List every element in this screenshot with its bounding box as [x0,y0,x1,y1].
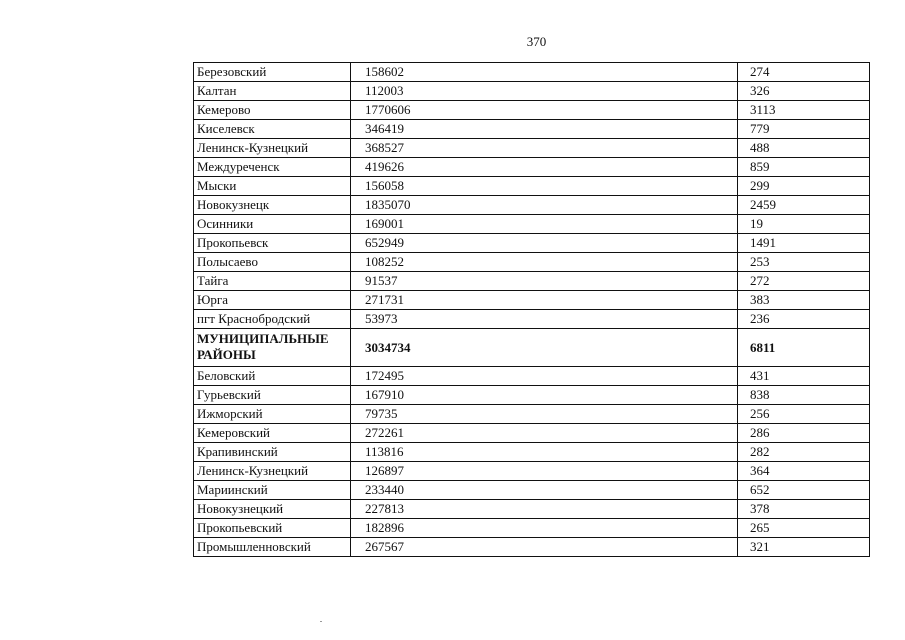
cell-value-1: 272261 [351,424,738,443]
table-row-section-header [194,329,870,367]
cell-name: Осинники [194,215,351,234]
table-row [194,120,870,139]
cell-name: пгт Краснобродский [194,310,351,329]
cell-name: Гурьевский [194,386,351,405]
cell-value-1: 169001 [351,215,738,234]
table-row [194,405,870,424]
cell-name: МУНИЦИПАЛЬНЫЕ РАЙОНЫ [194,329,351,367]
cell-value-2: 272 [738,272,870,291]
cell-value-1: 172495 [351,367,738,386]
cell-name: Кемеровский [194,424,351,443]
table-row [194,481,870,500]
cell-name: Калтан [194,82,351,101]
cell-value-1: 271731 [351,291,738,310]
cell-value-1: 346419 [351,120,738,139]
cell-value-2: 383 [738,291,870,310]
cell-name: Прокопьевск [194,234,351,253]
table-row [194,272,870,291]
cell-value-2: 286 [738,424,870,443]
table-row [194,234,870,253]
cell-value-2: 364 [738,462,870,481]
cell-value-2: 274 [738,63,870,82]
cell-value-2: 1491 [738,234,870,253]
page-number: 370 [526,34,547,49]
cell-value-2: 2459 [738,196,870,215]
table-row [194,177,870,196]
cell-name: Тайга [194,272,351,291]
cell-value-2: 838 [738,386,870,405]
table-row [194,196,870,215]
cell-name: Крапивинский [194,443,351,462]
cell-value-1: 79735 [351,405,738,424]
cell-name: Промышленновский [194,538,351,557]
table-row [194,519,870,538]
cell-value-1: 53973 [351,310,738,329]
table-row [194,158,870,177]
table-row [194,310,870,329]
cell-value-1: 1835070 [351,196,738,215]
cell-name: Ленинск-Кузнецкий [194,139,351,158]
cell-name: Мыски [194,177,351,196]
table-row [194,139,870,158]
table-row [194,443,870,462]
scan-speck [320,621,322,622]
data-table [193,62,870,557]
cell-value-2: 19 [738,215,870,234]
cell-value-1: 108252 [351,253,738,272]
cell-value-1: 368527 [351,139,738,158]
cell-name: Юрга [194,291,351,310]
cell-value-2: 256 [738,405,870,424]
cell-value-1: 158602 [351,63,738,82]
table-row [194,215,870,234]
cell-name: Березовский [194,63,351,82]
table-row [194,63,870,82]
table-row [194,367,870,386]
cell-value-2: 326 [738,82,870,101]
cell-name: Новокузнецк [194,196,351,215]
cell-name: Междуреченск [194,158,351,177]
cell-value-2: 321 [738,538,870,557]
cell-value-2: 488 [738,139,870,158]
cell-value-1: 652949 [351,234,738,253]
cell-value-2: 282 [738,443,870,462]
cell-name: Кемерово [194,101,351,120]
cell-name: Киселевск [194,120,351,139]
cell-value-2: 779 [738,120,870,139]
cell-value-2: 859 [738,158,870,177]
cell-name: Прокопьевский [194,519,351,538]
table-row [194,424,870,443]
table-row [194,82,870,101]
cell-value-1: 267567 [351,538,738,557]
cell-name: Беловский [194,367,351,386]
cell-value-1: 3034734 [351,329,738,367]
cell-value-2: 3113 [738,101,870,120]
cell-value-1: 419626 [351,158,738,177]
cell-name: Ижморский [194,405,351,424]
cell-value-2: 431 [738,367,870,386]
table-row [194,291,870,310]
cell-value-1: 182896 [351,519,738,538]
cell-value-1: 112003 [351,82,738,101]
cell-value-1: 91537 [351,272,738,291]
cell-name: Ленинск-Кузнецкий [194,462,351,481]
cell-value-1: 233440 [351,481,738,500]
cell-value-2: 6811 [738,329,870,367]
table-row [194,462,870,481]
cell-value-2: 253 [738,253,870,272]
table-row [194,101,870,120]
cell-value-1: 156058 [351,177,738,196]
cell-value-2: 378 [738,500,870,519]
cell-value-1: 126897 [351,462,738,481]
cell-name: Новокузнецкий [194,500,351,519]
cell-value-1: 113816 [351,443,738,462]
table-body [194,63,870,557]
table-row [194,500,870,519]
cell-value-2: 236 [738,310,870,329]
cell-value-1: 167910 [351,386,738,405]
cell-value-1: 1770606 [351,101,738,120]
cell-value-1: 227813 [351,500,738,519]
cell-name: Мариинский [194,481,351,500]
table-row [194,386,870,405]
cell-name: Полысаево [194,253,351,272]
cell-value-2: 265 [738,519,870,538]
table-row [194,253,870,272]
cell-value-2: 652 [738,481,870,500]
table-row [194,538,870,557]
cell-value-2: 299 [738,177,870,196]
